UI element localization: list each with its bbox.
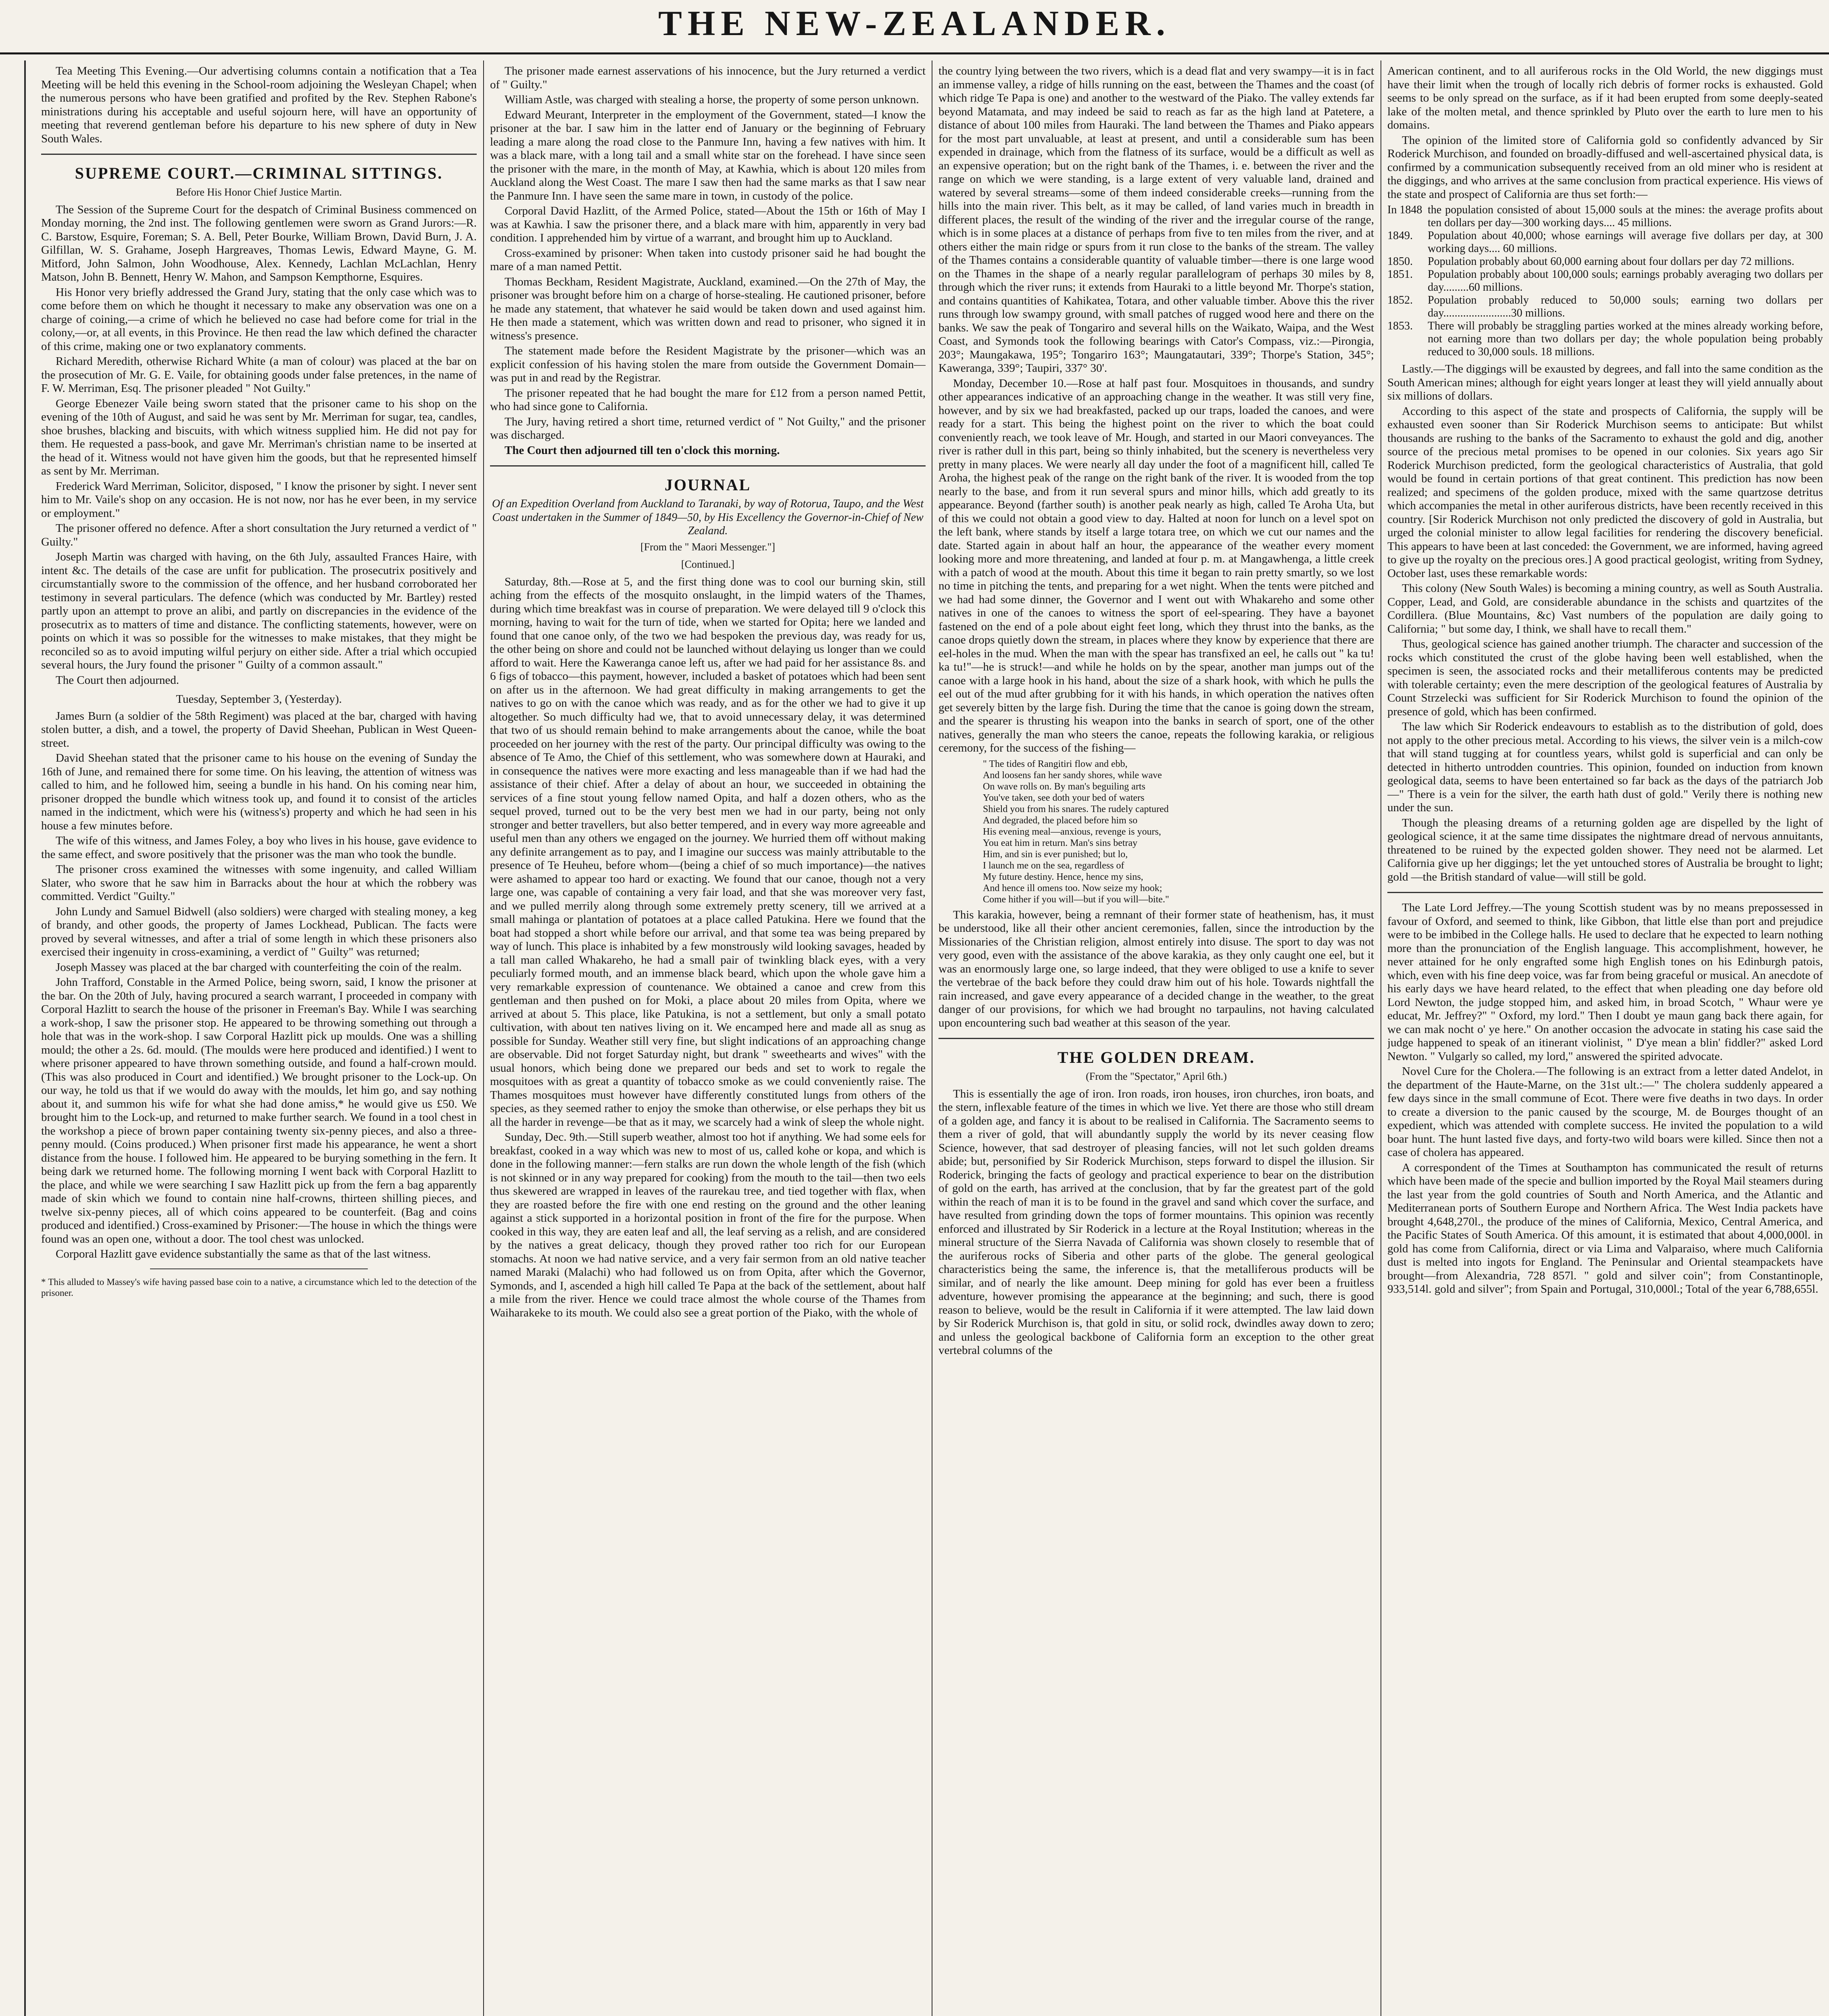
article-paragraph: According to this aspect of the state and prospects of California, the supply will be exhausted even sooner than Sir Roderick Murchison seems to anticipate: But whilst thousands are rushing to the banks of the Sacramento to exhaust the gold and dig, another source of the precious metal promises to be opened in our colonies. Six years ago Sir Roderick Murchison predicted, form the geological characteristics of Australia, that gold would be found in certain portions of that great continent. This prediction has now been realized; and specimens of the golden produce, mixed with the same quartzose detritus which accompanies the metal in other auriferous districts, have been recently received in this country. [Sir Roderick Murchison not only predicted the discovery of gold in Australia, but urged the colonial minister to allow legal facilities for rendering the discovery beneficial. This appears to have been at last conceded: the Government, we are informed, having agreed to give up the royalty on the precious ores.] A good practical geologist, writing from Sydney, October last, uses these remarkable words: (1387, 404, 1823, 580)
article-paragraph: John Lundy and Samuel Bidwell (also soldiers) were charged with stealing money, a keg of brandy, and other goods, the property of James Lockhead, Publican. The facts were proved by several witnesses, and after a trial of some length in which these prisoners also exercised their ingenuity in cross-examining, a verdict of " Guilty" was returned; (41, 905, 477, 958)
table-text: the population consisted of about 15,000 souls at the mines: the average profits about ten dollars per day—300 working days.... 45 millions. (1428, 204, 1823, 229)
table-text: Population probably about 60,000 earning about four dollars per day 72 millions. (1428, 255, 1795, 268)
article-paragraph: The Session of the Supreme Court for the despatch of Criminal Business commenced on Monday morning, the 2nd inst. The following gentlemen were sworn as Grand Jurors:—R. C. Barstow, Esquire, Foreman; S. A. Bell, Peter Bourke, William Brown, David Burn, J. A. Gilfillan, W. S. Grahame, Joseph Hargreaves, Thomas Lewis, Edward Mayne, G. M. Mitford, John Salmon, John Woodhouse, Alex. Kennedy, Lachlan McLachlan, Henry Matson, John B. Bennett, Henry W. Mahon, and Sampson Kempthorne, Esquires. (41, 203, 477, 283)
column-4 (1387, 65, 1823, 2016)
article-paragraph: A correspondent of the Times at Southampton has communicated the result of returns which have been made of the specie and bullion imported by the Royal Mail steamers during the last year from the gold countries of South and North America, and the Atlantic and Mediterranean ports of Southern Europe and Northern Africa. The West India packets have brought 4,648,270l., the produce of the mines of California, Mexico, Central America, and the Pacific States of South America. Of this amount, it is estimated that about 4,000,000l. in gold has come from California, direct or via Lima and Valparaiso, where much California dust is melted into ingots for England. The Peninsular and Oriental steampackets have brought—from Alexandria, 728 857l. " gold and silver coin"; from Constantinople, 933,514l. gold and silver"; from Spain and Portugal, 310,000l.; Total of the year 6,788,655l. (1387, 1161, 1823, 1295)
article-paragraph: The opinion of the limited store of California gold so confidently advanced by Sir Roderick Murchison, and founded on broadly-diffused and well-ascertained physical data, is confirmed by a communication subsequently received from an old miner who is resident at the diggings, and who arrives at the same conclusion from practical experience. His views of the state and prospect of California are thus set forth:— (1387, 133, 1823, 201)
newspaper-title: THE NEW-ZEALANDER. (658, 4, 1171, 43)
article-paragraph: This is essentially the age of iron. Iron roads, iron houses, iron churches, iron boats, and the stern, inflexable feature of the times in which we live. Yet there are those who still dream of a golden age, and fancy it is about to be realised in California. The Sacramento seems to them a river of gold, that will abundantly supply the world by its never ceasing flow Science, however, that sad destroyer of pleasing fancies, will not let such golden dreams abide; but, personified by Sir Roderick Murchison, steps forward to dispel the illusion. Sir Roderick, bringing the facts of geology and practical experience to bear on the distribution of gold on the earth, has arrived at the conclusion, that by far the greatest part of the gold within the reach of man it is to be found in the gravel and sand which cover the surface, and have resulted from grinding down the tops of former mountains. This opinion was recently enforced and illustrated by Sir Roderick in a lecture at the Royal Institution; whereas in the mineral structure of the Sierra Navada of California was shown closely to resemble that of the auriferous rocks of Siberia and other parts of the globe. The general geological characteristics being the same, the inference is, that the metalliferous products will be similar, and of nearly the like amount. Deep mining for gold has ever been a fruitless adventure, however promising the appearance at the beginning; and such, there is good reason to believe, would be the result in California if it were attempted. The law laid down by Sir Roderick Murchison is, that gold in situ, or solid rock, dwindles away down to zero; and unless the geological backbone of California form an exception to the other great vertebral columns of the (938, 1087, 1374, 1357)
verse-line: My future destiny. Hence, hence my sins, (983, 871, 1143, 882)
verse-line: " The tides of Rangitiri flow and ebb, (983, 758, 1128, 769)
left-margin-rule (24, 60, 26, 2016)
journal-source: [From the " Maori Messenger."] (640, 541, 775, 553)
table-row (1387, 255, 1823, 268)
article-paragraph: Richard Meredith, otherwise Richard White (a man of colour) was placed at the bar on the prosecution of Mr. G. E. Vaile, for obtaining goods under false pretences, in the name of F. W. Merriman, Esq. The prisoner pleaded " Not Guilty." (41, 355, 477, 395)
article-paragraph: This colony (New South Wales) is becoming a mining country, as well as South Australia. Copper, Lead, and Gold, are considerable abundance in the schists and quartzites of the Cordillera. (Blue Mountains, &c) Vast numbers of the population are daily going to California; " but some day, I think, we shall have to recall them." (1387, 582, 1823, 635)
article-paragraph: Thomas Beckham, Resident Magistrate, Auckland, examined.—On the 27th of May, the prisoner was brought before him on a charge of horse-stealing. He cautioned prisoner, before he made any statement, that whatever he said would be taken down and used against him. He then made a statement, which was written down and read to prisoner, who signed it in witness's presence. (490, 275, 926, 342)
masthead (0, 0, 1829, 54)
table-year: 1849. (1387, 229, 1413, 242)
golden-dream-source: (From the "Spectator," April 6th.) (1086, 1070, 1227, 1082)
article-paragraph: Edward Meurant, Interpreter in the employment of the Government, stated—I know the prisoner at the bar. I saw him in the latter end of January or the beginning of February leading a mare along the road close to the Panmure Inn, having a few natives with him. It was a black mare, with a long tail and a small white star on the forehead. I have since seen the prisoner with the mare, in the month of May, at Kawhia, which is about 120 miles from Auckland along the West Coast. The mare I saw then had the same marks as that I saw near the Panmure Inn. I have seen the same mare in town, in custody of the police. (490, 108, 926, 202)
verse-line: And degraded, the placed before him so (983, 815, 1138, 826)
court-heading: SUPREME COURT.—CRIMINAL SITTINGS. (75, 164, 443, 182)
article-paragraph: The prisoner cross examined the witnesses with some ingenuity, and called William Slater, who swore that he saw him in Barracks about the hour at which the robbery was committed. Verdict "Guilty." (41, 863, 477, 903)
article-paragraph: Lastly.—The diggings will be exausted by degrees, and fall into the same condition as the South American mines; although for eight years longer at least they will yield annually about six millions of dollars. (1387, 362, 1823, 402)
article-paragraph: Novel Cure for the Cholera.—The following is an extract from a letter dated Andelot, in the department of the Haute-Marne, on the 31st ult.:—" The cholera suddenly appeared a few days since in the small commune of Ecot. There were five deaths in two days. In order to create a diversion to the panic caused by the scourge, M. de Bourges thought of an expedient, which was attended with complete success. He invited the population to a wild boar hunt. The hunt lasted five days, and forty-two wild boars were killed. Since then not a case of cholera has appeared. (1387, 1065, 1823, 1159)
table-row (1387, 294, 1823, 320)
article-paragraph: The law which Sir Roderick endeavours to establish as to the distribution of gold, does not apply to the other precious metal. According to his views, the silver vein is a milch-cow that will stand tugging at for countless years, whilst gold is superficial and can only be detected in hitherto untrodden countries. This opinion, founded on induction from known geological data, seems to have been entertained so far back as the days of the patriarch Job—" There is a vein for the silver, the earth hath dust of gold." Verily there is nothing new under the sun. (1387, 720, 1823, 814)
population-table (1387, 204, 1823, 358)
verse-line: You eat him in return. Man's sins betray (983, 837, 1138, 848)
article-paragraph: Saturday, 8th.—Rose at 5, and the first thing done was to cool our burning skin, still aching from the effects of the mosquito onslaught, in the limpid waters of the Thames, during which time breakfast was in course of preparation. We were delayed till 9 o'clock this morning, having to wait for the turn of tide, when we started for Opita; here we landed and found that one canoe only, of the two we had bespoken the previous day, was ready for us, the other being on shore and could not be launched without delaying us longer than we could afford to wait. Here the Kaweranga canoe left us, after we had paid for her assistance 8s. and 6 figs of tobacco—this payment, however, included a basket of potatoes which had been sent on after us in the afternoon. We had great difficulty in making arrangements to get the natives to go on with the canoe which was ready, and as for the other we had to give it up altogether. So much difficulty had we, that to avoid unnecessary delay, it was determined that two of us should remain behind to make arrangements about the canoe, while the boat proceeded on her journey with the rest of the party. Our principal difficulty was owing to the absence of Te Amo, the Chief of this settlement, who was somewhere down at Hauraki, and in consequence the natives were more exacting and less manageable than if we had had the assistance of their chief. After a delay of about an hour, we succeeded in obtaining the services of a fine stout young fellow named Opita, and half a dozen others, who as the sequel proved, turned out to be the very best men we had in our party, being not only stronger and better travellers, but also better tempered, and in every way more agreeable and useful men than any others we engaged on the journey. We hurried them off without making any definite arrangement as to pay, and I imagine our success was mainly attributable to the presence of Te Heuheu, before whom—(being a chief of so much importance)—the natives were ashamed to appear too hard or exacting. We found that our canoe, though not a very large one, was capable of containing a very fair load, and that she was moreover very fast, and we pulled merrily along through some extremely pretty scenery, till we arrived at a small mahinga or plantation of potatoes at a place called Patukina. Here we found that the boat had stopped a short while before our arrival, and that some tea was being prepared by way of lunch. This place is inhabited by a few monstrously wild looking savages, headed by a tall man called Whakareho, he had a small pair of twinkling black eyes, with a very peculiarly formed mouth, and an immense black beard, which upon the whole gave him a very remarkable expression of countenance. We obtained a canoe and crew from this gentleman and then pushed on for Moki, a place about 20 miles from Opita, where we arrived at about 5. This place, like Patukina, is not a settlement, but only a small potato cultivation, with about ten natives living on it. We encamped here and made all as snug as possible for Sunday. Weather still very fine, but slight indications of an approaching change are observable. Did not forget Saturday night, but drank " sweethearts and wives" with the usual honors, which being done we prepared our beds and set to work to regale the mosquitoes with as great a quantity of tobacco smoke as we could conveniently raise. The Thames mosquitoes must however have differently constituted lungs from others of the species, as they seemed rather to enjoy the smoke than otherwise, or else perhaps they bit us all the harder in revenge—be that as it may, we scarcely had a wink of sleep the whole night. (490, 575, 926, 1129)
divider (41, 154, 477, 155)
article-paragraph: The prisoner offered no defence. After a short consultation the Jury returned a verdict of " Guilty." (41, 522, 477, 548)
article-paragraph: Joseph Massey was placed at the bar charged with counterfeiting the coin of the realm. (56, 960, 462, 974)
article-paragraph: Though the pleasing dreams of a returning golden age are dispelled by the light of geological science, it at the same time dissipates the nightmare dread of nervous annuitants, threatened to be ruined by the expected golden shower. They need not be alarmed. Let California give up her diggings; let the yet untouched stores of Australia be brought to light; gold —the British standard of value—will still be gold. (1387, 816, 1823, 883)
column-2 (490, 65, 926, 2016)
article-paragraph: The wife of this witness, and James Foley, a boy who lives in his house, gave evidence to the same effect, and swore positively that the prisoner was the man who took the bundle. (41, 834, 477, 861)
karakia-verse (983, 758, 1374, 905)
verse-line: I launch me on the sea, regardless of (983, 860, 1124, 871)
divider (1387, 892, 1823, 893)
article-paragraph: The prisoner repeated that he had bought the mare for £12 from a person named Pettit, who had since gone to California. (490, 386, 926, 413)
verse-line: Come hither if you will—but if you will—bite." (983, 894, 1169, 905)
table-year: 1852. (1387, 294, 1413, 306)
journal-continued: [Continued.] (681, 558, 735, 570)
article-paragraph: Sunday, Dec. 9th.—Still superb weather, almost too hot if anything. We had some eels for breakfast, cooked in a way which was new to most of us, called kohe or kopa, and which is done in the following manner:—fern stalks are run down the whole length of the fish (which is not skinned or in any way prepared for cooking) from the mouth to the tail—then two eels thus skewered are wrapped in leaves of the raurekau tree, and tied together with flax, when they are roasted before the fire with one end resting on the ground and the other leaning against a stick supported in a horizontal position in front of the fire for the purpose. When cooked in this way, they are eaten leaf and all, the leaf serving as a relish, and are considered by the natives a great delicacy, though they proved rather too rich for our European stomachs. At noon we had native service, and a very fair sermon from an old native teacher named Maraki (Malachi) who had followed us on from Opita, after which the Governor, Symonds, and I, ascended a high hill called Te Papa at the back of the settlement, about half a mile from the river. Hence we could trace almost the whole course of the Thames from Waiharakeke to its mouth. We could also see a great portion of the Piako, with the whole of (490, 1131, 926, 1319)
article-paragraph: James Burn (a soldier of the 58th Regiment) was placed at the bar, charged with having stolen butter, a dish, and a towel, the property of David Sheehan, Publican in West Queen-street. (41, 709, 477, 750)
article-paragraph: The Court then adjourned till ten o'clock this morning. (505, 444, 780, 457)
article-paragraph: The Jury, having retired a short time, returned verdict of " Not Guilty," and the prisoner was discharged. (490, 415, 926, 442)
table-text: There will probably be straggling parties worked at the mines already working before, not earning more than two dollars per day; the whole population being probably reduced to 30,000 souls. 18 millions. (1428, 320, 1823, 358)
article-paragraph: Cross-examined by prisoner: When taken into custody prisoner said he had bought the mare of a man named Pettit. (490, 246, 926, 273)
table-text: Population about 40,000; whose earnings will average five dollars per day, at 300 working days.... 60 millions. (1428, 229, 1823, 255)
table-text: Population probably reduced to 50,000 souls; earning two dollars per day........................30 millions. (1428, 294, 1823, 319)
table-year: 1853. (1387, 320, 1413, 332)
article-paragraph: The prisoner made earnest asservations of his innocence, but the Jury returned a verdict of " Guilty." (490, 65, 926, 91)
verse-line: His evening meal—anxious, revenge is yours, (983, 826, 1161, 837)
verse-line: Him, and sin is ever punished; but lo, (983, 849, 1128, 860)
table-row (1387, 320, 1823, 358)
article-paragraph: the country lying between the two rivers, which is a dead flat and very swampy—it is in fact an immense valley, a ridge of hills running on the east, between the Thames and the coast (of which ridge Te Papa is one) and another to the westward of the Piako. The valley extends far beyond Matamata, and may indeed be said to reach as far as the high land at Patetere, a distance of about 100 miles from Hauraki. The land between the Thames and Piako appears for the most part unvaluable, at least at present, and until a considerable sum has been expended in drainage, which from the flatness of its surface, would be a difficult as well as an expensive operation; but on the right bank of the Thames, i. e. between the river and the range on which we were standing, is a large extent of very valuable land, drained and watered by several streams—some of them indeed considerable creeks—running from the hills into the main river. This belt, as it may be called, of land varies much in breadth in different places, the result of the winding of the river and the irregular course of the range, which is in some places at a distance of perhaps from five to ten miles from the river, and at others either the main ridge or spurs from it run close to the banks of the stream. The valley of the Thames contains a considerable quantity of valuable timber—there is one large wood on the Thames in the shape of a nearly regular parallelogram of perhaps 30 miles by 8, through which the river runs; it extends from Hauraki to a little beyond Mr. Thorpe's station, and contains quantities of Kahikatea, Totara, and other valuable timber. Above this the river runs through low swampy ground, with small patches of rugged wood here and there on the banks. We saw the peak of Tongariro and several hills on the Waikato, Waipa, and the West Coast, and Symonds took the following bearings with Cator's Compass, viz.:—Pirongia, 203°; Maungakawa, 195°; Tongariro 163°; Maungatautari, 339°; Thorpe's Station, 345°; Kaweranga, 339°; Taupiri, 337° 30'. (938, 65, 1374, 375)
verse-line: You've taken, see doth your bed of waters (983, 792, 1145, 803)
verse-line: And hence ill omens too. Now seize my hook; (983, 883, 1162, 893)
article-paragraph: William Astle, was charged with stealing a horse, the property of some person unknown. (505, 93, 919, 106)
golden-dream-heading: THE GOLDEN DREAM. (1057, 1048, 1255, 1066)
divider (490, 465, 926, 467)
article-paragraph: Corporal David Hazlitt, of the Armed Police, stated—About the 15th or 16th of May I was at Kawhia. I saw the prisoner there, and a black mare with him, apparently in very bad condition. I apprehended him by virtue of a warrant, and brought him up to Auckland. (490, 204, 926, 244)
article-paragraph: Frederick Ward Merriman, Solicitor, disposed, " I know the prisoner by sight. I never sent him to Mr. Vaile's shop on any occasion. He is not now, nor has he ever been, in my service or employment." (41, 479, 477, 520)
column-1 (41, 65, 477, 2016)
footnote: * This alluded to Massey's wife having passed base coin to a native, a circumstance which led to the detection of the prisoner. (41, 1277, 477, 1298)
tea-meeting-notice: Tea Meeting This Evening.—Our advertising columns contain a notification that a Tea Meeting will be held this evening in the School-room adjoining the Wesleyan Chapel; when the numerous persons who have been gratified and profited by the Rev. Stephen Rabone's ministrations during his acceptable and useful sojourn here, will have an opportunity of meeting that reverend gentleman before his departure to his new sphere of duty in New South Wales. (41, 65, 477, 145)
article-paragraph: American continent, and to all auriferous rocks in the Old World, the new diggings must have their limit when the trough of locally rich debris of former rocks is exhausted. Gold seems to be only spread on the surface, as if it had been erupted from some deeply-seated lake of the molten metal, and thence sprinkled by Pluto over the earth to lure men to his domains. (1387, 65, 1823, 131)
article-paragraph: John Trafford, Constable in the Armed Police, being sworn, said, I know the prisoner at the bar. On the 20th of July, having procured a search warrant, I proceeded in company with Corporal Hazlitt to search the house of the prisoner in Freeman's Bay. While I was searching a work-shop, I saw the prisoner stop. He appeared to be throwing something out through a hole that was in the work-shop. I saw Corporal Hazlitt pick up moulds. One was a shilling mould; the other a 2s. 6d. mould. (The moulds were here produced and identified.) I went to where prisoner appeared to have thrown something outside, and found a half-crown mould. (This was also produced in Court and identified.) We brought prisoner to the Lock-up. On our way, he told us that if we would do away with the moulds, let him go, and say nothing about it, and summon his wife for what she had done amiss,* he would give us £50. We brought him to the Lock-up, and returned to make further search. We found in a tool chest in the workshop a piece of brown paper containing twenty six-penny pieces, and also a three-penny mould. (Coins produced.) When prisoner first made his appearance, he went a short distance from the house. I followed him. He appeared to be burying something in the fern. It being dark we returned home. The following morning I went back with Corporal Hazlitt to the place, and while we were searching I saw Hazlitt pick up from the fern a bag apparently made of skin which we found to contain nine half-crowns, thirteen shilling pieces, and twelve six-penny pieces, all of which coins appeared to be counterfeit. (Bag and coins produced and identified.) Cross-examined by Prisoner:—The house in which the things were found was an open one, without a door. The tool chest was unlocked. (41, 976, 477, 1245)
verse-line: Shield you from his snares. The rudely captured (983, 804, 1169, 814)
journal-subtitle: Of an Expedition Overland from Auckland to Taranaki, by way of Rotorua, Taupo, and the West Coast undertaken in the Summer of 1849—50, by His Excellency the Governor-in-Chief of New Zealand. (492, 498, 924, 537)
article-paragraph: This karakia, however, being a remnant of their former state of heathenism, has, it must be understood, like all their other ancient ceremonies, fallen, since the introduction by the Missionaries of the Christian religion, almost entirely into disuse. The sport to day was not very good, even with the assistance of the above karakia, as they only caught one eel, but it was an enormously large one, so large indeed, that they were obliged to use a knife to sever the vertebrae of the back before they could draw him out of his hole. Towards nightfall the rain increased, and gave every appearance of a decided change in the weather, to the great danger of our provisions, for which we had brought no tarpaulins, not having calculated upon encountering such bad weather at this season of the year. (938, 908, 1374, 1029)
verse-line: On wave rolls on. By man's beguiling arts (983, 781, 1145, 792)
table-row (1387, 229, 1823, 255)
table-year: 1850. (1387, 255, 1413, 268)
journal-heading: JOURNAL (664, 476, 751, 494)
article-paragraph: The Late Lord Jeffrey.—The young Scottish student was by no means prepossessed in favour of Oxford, and seemed to think, like Gibbon, that little else than port and prejudice were to be imbibed in the College halls. He used to declare that he expected to learn nothing more than the pronunciation of the English language. This accomplishment, however, he never attained for he only engrafted some high English tones on his Edinburgh patois, which, even with his fine deep voice, was far from being graceful or musical. An anecdote of his early days we have heard related, to the effect that when pleading one day before old Lord Newton, the judge stopped him, and asked him, in broad Scotch, " Whaur were ye educat, Mr. Jeffrey?" " Oxford, my lord." Then I doubt ye maun gang back there again, for we can mak nocht o' ye here." On another occasion the advocate in stating his case said the judge happened to speak of an itinerant violinist, " D'ye mean a blin' fiddler?" asked Lord Newton. " Vulgarly so called, my lord," answered the spirited advocate. (1387, 901, 1823, 1063)
article-paragraph: Thus, geological science has gained another triumph. The character and succession of the rocks which constituted the crust of the globe having been well established, when the specimen is seen, the associated rocks and their metalliferous contents may be predicted with tolerable certainty; even the mere description of the geological features of Australia by Count Strzelecki was sufficient for Sir Roderick Murchison to found the opinion of the presence of gold, which has been confirmed. (1387, 637, 1823, 718)
table-text: Population probably about 100,000 souls; earnings probably averaging two dollars per day.........60 millions. (1428, 268, 1823, 294)
article-paragraph: Joseph Martin was charged with having, on the 6th July, assaulted Frances Haire, with intent &c. The details of the case are unfit for publication. The prosecutrix positively and circumstantially swore to the commission of the offence, and her husband corroborated her testimony in several particulars. The defence (which was conducted by Mr. Bartley) rested partly upon an attempt to prove an alibi, and partly on discrepancies in the evidence of the prosecutrix as to matters of time and distance. The conflicting statements, however, were on points on which it was so possible for the witnesses to make mistakes, that they might be reconciled so as to avoid imputing wilful perjury on either side. After a trial which occupied several hours, the Jury found the prisoner " Guilty of a common assault." (41, 550, 477, 671)
article-paragraph: Corporal Hazlitt gave evidence substantially the same as that of the last witness. (56, 1248, 431, 1260)
article-paragraph: The statement made before the Resident Magistrate by the prisoner—which was an explicit confession of his having stolen the mare from outside the Government Domain—was put in and read by the Registrar. (490, 344, 926, 384)
table-year: 1851. (1387, 268, 1413, 281)
table-row (1387, 268, 1823, 294)
column-3 (938, 65, 1374, 2016)
footnote-divider (150, 1268, 368, 1269)
article-paragraph: His Honor very briefly addressed the Grand Jury, stating that the only case which was to come before them on which he thought it necessary to make any observation was one on a charge of coining,—a crime of which he believed no case had before come for trial in the colony,—or, at all events, in this Province. He then read the law which defined the character of this crime, making one or two explanatory comments. (41, 285, 477, 353)
table-row (1387, 204, 1823, 229)
article-paragraph: David Sheehan stated that the prisoner came to his house on the evening of Sunday the 16th of June, and remained there for some time. On his leaving, the attention of witness was called to him, and he followed him, seeing a bundle in his hand. On his coming near him, prisoner dropped the bundle which witness took up, and found it to consist of the articles named in the indictment, which were his (witness's) property and which he had seen in his house a few minutes before. (41, 752, 477, 832)
section-date: Tuesday, September 3, (Yesterday). (176, 693, 342, 706)
table-year: In 1848 (1387, 204, 1422, 216)
article-paragraph: George Ebenezer Vaile being sworn stated that the prisoner came to his shop on the evening of the 10th of August, and said he was sent by Mr. Merriman for sugar, tea, candles, shoe brushes, blacking and biscuits, with which witness supplied him. He did not pay for them. He requested a pass-book, and gave Mr. Merriman's christian name to be inserted at the head of it. Witness would not have given him the goods, but that he represented himself as sent by Mr. Merriman. (41, 397, 477, 477)
court-before: Before His Honor Chief Justice Martin. (176, 186, 342, 198)
verse-line: And loosens fan her sandy shores, while wave (983, 770, 1162, 781)
divider (938, 1038, 1374, 1039)
article-paragraph: The Court then adjourned. (56, 673, 179, 687)
column-rule (483, 60, 484, 2016)
article-paragraph: Monday, December 10.—Rose at half past four. Mosquitoes in thousands, and sundry other appearances indicative of an approaching change in the weather. It was still very fine, however, and by six we had breakfasted, packed up our traps, loaded the canoes, and were ready for a start. This being the highest point on the river to which the boat could conveniently reach, we took leave of Mr. Hough, and started in our Maori conveyances. The river is rather dull in this part, being so thinly inhabited, but the scenery is nevertheless very pretty in many places. We were nearly all day under the foot of a magnificent hill, called Te Aroha, the highest peak of the range on the right bank of the river. It is wooded from the top nearly to the base, and from it run several spurs and minor hills, which add greatly to its appearance. Beyond (farther south) is another peak nearly as high, called Te Aroha Uta, but of this we could not obtain a good view to day. Halted at noon for lunch on a level spot on the left bank, where stands by itself a large totara tree, on which we cut our names and the date. Started again in about half an hour, the appearance of the weather every moment looking more and more threatening, and landed at four p. m. at Mangawhenga, a little creek with a patch of wood at the mouth. About this time it began to rain pretty smartly, so we lost no time in pitching the tents, and preparing for a wet night. When the tents were pitched and we had had some dinner, the Governor and I went out with Whakareho and some other natives in one of the canoes to witness the sport of eel-spearing. They have a bayonet fastened on the end of a pole about eight feet long, which they thrust into the banks, as the canoe drops quietly down the stream, in places where they know by experience that there are eel-holes in the mud. When the man with the spear has transfixed an eel, he calls out " ka tu! ka tu!"—he is struck!—and while he holds on by the spear, another man jumps out of the canoe with a large hook in his hand, about the size of a shark hook, with which he pulls the eel out of the mud after grubbing for it with his hands, in which operation the natives often get severely bitten by the large fish. During the time that the canoe is going down the stream, and the spearer is thrusting his weapon into the banks in search of sport, one of the other natives, generally the man who steers the canoe, repeats the following karakia, or religious ceremony, for the success of the fishing— (938, 377, 1374, 754)
